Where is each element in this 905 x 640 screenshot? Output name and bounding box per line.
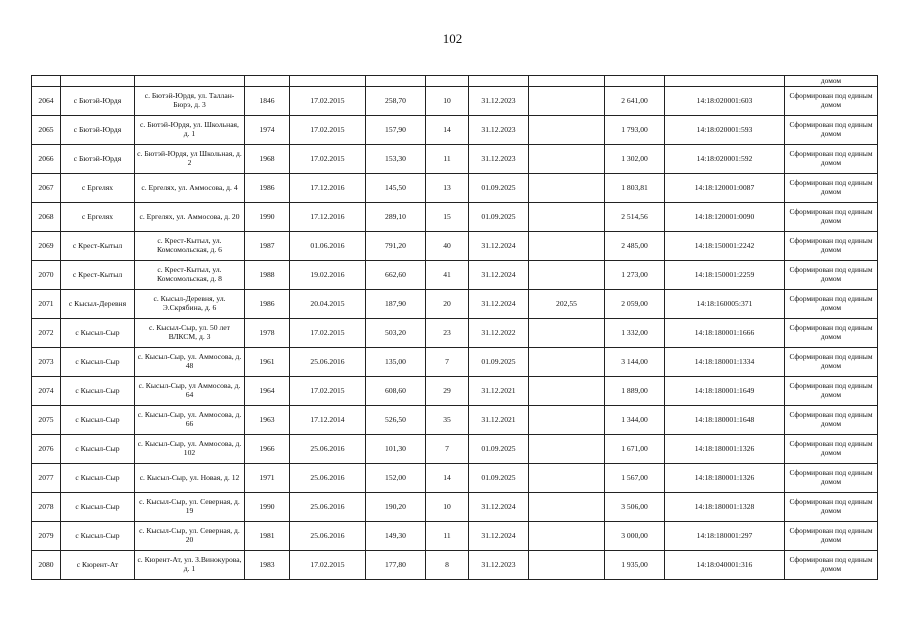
row-number-cell: 2074: [32, 377, 61, 406]
address-cell: с. Бютэй-Юрдя, ул. Школьная, д. 1: [135, 116, 245, 145]
status-cell: Сформирован под единым домом: [785, 290, 878, 319]
date-cell: 01.06.2016: [290, 232, 366, 261]
date-cell: 20.04.2015: [290, 290, 366, 319]
table-row: [32, 87, 878, 116]
address-cell: с. Крест-Кытыл, ул. Комсомольская, д. 6: [135, 232, 245, 261]
year-cell: 1966: [245, 435, 290, 464]
date-cell: 17.02.2015: [290, 551, 366, 580]
status-cell: Сформирован под единым домом: [785, 551, 878, 580]
date-cell: 17.12.2016: [290, 174, 366, 203]
area-cell: 258,70: [366, 87, 426, 116]
residents-cell: 35: [426, 406, 469, 435]
extra-value-cell: [529, 464, 605, 493]
date-cell: 19.02.2016: [290, 261, 366, 290]
extra-value-cell: [529, 435, 605, 464]
table-row: [32, 348, 878, 377]
cost-cell: 1 344,00: [605, 406, 665, 435]
cadastre-number-cell: 14:18:180001:1666: [665, 319, 785, 348]
area-cell: 289,10: [366, 203, 426, 232]
status-cell: Сформирован под единым домом: [785, 522, 878, 551]
cadastre-number-cell: 14:18:150001:2242: [665, 232, 785, 261]
residents-cell: 29: [426, 377, 469, 406]
table-row: [32, 116, 878, 145]
status-cell: Сформирован под единым домом: [785, 145, 878, 174]
date-cell: 17.02.2015: [290, 319, 366, 348]
address-cell: с. Кысыл-Сыр, ул. Аммосова, д. 66: [135, 406, 245, 435]
table-cell: [665, 76, 785, 87]
table-row: [32, 174, 878, 203]
deadline-cell: 01.09.2025: [469, 435, 529, 464]
table-row: [32, 203, 878, 232]
extra-value-cell: [529, 348, 605, 377]
status-cell: Сформирован под единым домом: [785, 232, 878, 261]
year-cell: 1961: [245, 348, 290, 377]
cost-cell: 1 273,00: [605, 261, 665, 290]
table-row: [32, 145, 878, 174]
residents-cell: 14: [426, 464, 469, 493]
table-row: [32, 551, 878, 580]
year-cell: 1986: [245, 174, 290, 203]
cost-cell: 1 889,00: [605, 377, 665, 406]
page-number: 102: [442, 31, 463, 46]
year-cell: 1971: [245, 464, 290, 493]
status-cell: Сформирован под единым домом: [785, 87, 878, 116]
address-cell: с. Ергелях, ул. Аммосова, д. 20: [135, 203, 245, 232]
extra-value-cell: [529, 406, 605, 435]
deadline-cell: 31.12.2024: [469, 232, 529, 261]
year-cell: 1990: [245, 493, 290, 522]
residents-cell: 23: [426, 319, 469, 348]
table-row: [32, 232, 878, 261]
settlement-cell: с Бютэй-Юрдя: [61, 145, 135, 174]
cost-cell: 1 567,00: [605, 464, 665, 493]
row-number-cell: 2067: [32, 174, 61, 203]
status-cell: Сформирован под единым домом: [785, 203, 878, 232]
area-cell: 135,00: [366, 348, 426, 377]
deadline-cell: 01.09.2025: [469, 203, 529, 232]
table-cell: [135, 76, 245, 87]
table-cell: [366, 76, 426, 87]
cadastre-number-cell: 14:18:150001:2259: [665, 261, 785, 290]
deadline-cell: 01.09.2025: [469, 174, 529, 203]
date-cell: 17.02.2015: [290, 116, 366, 145]
date-cell: 25.06.2016: [290, 435, 366, 464]
status-cell: Сформирован под единым домом: [785, 319, 878, 348]
settlement-cell: с Ергелях: [61, 203, 135, 232]
status-cell: Сформирован под единым домом: [785, 493, 878, 522]
address-cell: с. Кысыл-Сыр, ул. Аммосова, д. 102: [135, 435, 245, 464]
cost-cell: 2 485,00: [605, 232, 665, 261]
cost-cell: 2 514,56: [605, 203, 665, 232]
row-number-cell: 2068: [32, 203, 61, 232]
row-number-cell: 2079: [32, 522, 61, 551]
year-cell: 1981: [245, 522, 290, 551]
address-cell: с. Крест-Кытыл, ул. Комсомольская, д. 8: [135, 261, 245, 290]
status-cell: Сформирован под единым домом: [785, 348, 878, 377]
row-number-cell: 2069: [32, 232, 61, 261]
date-cell: 17.12.2016: [290, 203, 366, 232]
cadastre-number-cell: 14:18:180001:1326: [665, 464, 785, 493]
address-cell: с. Кысыл-Сыр, ул Аммосова, д. 64: [135, 377, 245, 406]
cadastre-number-cell: 14:18:180001:1326: [665, 435, 785, 464]
cadastre-number-cell: 14:18:120001:0090: [665, 203, 785, 232]
area-cell: 145,50: [366, 174, 426, 203]
residents-cell: 11: [426, 145, 469, 174]
table-row: [32, 493, 878, 522]
deadline-cell: 31.12.2023: [469, 87, 529, 116]
area-cell: 526,50: [366, 406, 426, 435]
date-cell: 17.02.2015: [290, 145, 366, 174]
settlement-cell: с Кысыл-Сыр: [61, 522, 135, 551]
extra-value-cell: [529, 174, 605, 203]
cost-cell: 1 793,00: [605, 116, 665, 145]
table-cell: [61, 76, 135, 87]
extra-value-cell: [529, 319, 605, 348]
date-cell: 25.06.2016: [290, 493, 366, 522]
date-cell: 17.02.2015: [290, 87, 366, 116]
status-cell: Сформирован под единым домом: [785, 406, 878, 435]
cadastre-number-cell: 14:18:020001:592: [665, 145, 785, 174]
address-cell: с. Бютэй-Юрдя, ул Школьная, д. 2: [135, 145, 245, 174]
residents-cell: 7: [426, 348, 469, 377]
area-cell: 608,60: [366, 377, 426, 406]
residents-cell: 14: [426, 116, 469, 145]
date-cell: 25.06.2016: [290, 348, 366, 377]
row-number-cell: 2072: [32, 319, 61, 348]
table-cell: [605, 76, 665, 87]
settlement-cell: с Кюрент-Ат: [61, 551, 135, 580]
row-number-cell: 2075: [32, 406, 61, 435]
table-cell: [529, 76, 605, 87]
cadastre-number-cell: 14:18:020001:593: [665, 116, 785, 145]
cost-cell: 2 059,00: [605, 290, 665, 319]
settlement-cell: с Бютэй-Юрдя: [61, 87, 135, 116]
residents-cell: 15: [426, 203, 469, 232]
deadline-cell: 31.12.2024: [469, 261, 529, 290]
year-cell: 1964: [245, 377, 290, 406]
year-cell: 1990: [245, 203, 290, 232]
cost-cell: 1 671,00: [605, 435, 665, 464]
cadastre-number-cell: 14:18:180001:297: [665, 522, 785, 551]
deadline-cell: 31.12.2021: [469, 406, 529, 435]
cost-cell: 1 935,00: [605, 551, 665, 580]
year-cell: 1987: [245, 232, 290, 261]
area-cell: 153,30: [366, 145, 426, 174]
settlement-cell: с Крест-Кытыл: [61, 261, 135, 290]
extra-value-cell: [529, 377, 605, 406]
table-cell: [290, 76, 366, 87]
row-number-cell: 2080: [32, 551, 61, 580]
residents-cell: 20: [426, 290, 469, 319]
table-row: [32, 464, 878, 493]
status-cell: Сформирован под единым домом: [785, 435, 878, 464]
address-cell: с. Кысыл-Деревня, ул. Э.Скрябина, д. 6: [135, 290, 245, 319]
residents-cell: 13: [426, 174, 469, 203]
settlement-cell: с Кысыл-Сыр: [61, 435, 135, 464]
extra-value-cell: [529, 87, 605, 116]
cost-cell: 2 641,00: [605, 87, 665, 116]
date-cell: 25.06.2016: [290, 464, 366, 493]
cost-cell: 3 000,00: [605, 522, 665, 551]
row-number-cell: 2073: [32, 348, 61, 377]
deadline-cell: 01.09.2025: [469, 348, 529, 377]
extra-value-cell: 202,55: [529, 290, 605, 319]
area-cell: 187,90: [366, 290, 426, 319]
status-cell: Сформирован под единым домом: [785, 377, 878, 406]
settlement-cell: с Крест-Кытыл: [61, 232, 135, 261]
settlement-cell: с Кысыл-Сыр: [61, 377, 135, 406]
deadline-cell: 31.12.2024: [469, 522, 529, 551]
cost-cell: 1 332,00: [605, 319, 665, 348]
area-cell: 101,30: [366, 435, 426, 464]
table-row: [32, 261, 878, 290]
cadastre-number-cell: 14:18:180001:1328: [665, 493, 785, 522]
residents-cell: 8: [426, 551, 469, 580]
registry-table: [31, 75, 878, 580]
area-cell: 503,20: [366, 319, 426, 348]
table-row: [32, 319, 878, 348]
cadastre-number-cell: 14:18:180001:1334: [665, 348, 785, 377]
settlement-cell: с Кысыл-Сыр: [61, 319, 135, 348]
area-cell: 190,20: [366, 493, 426, 522]
table-cell: [32, 76, 61, 87]
table-row: [32, 290, 878, 319]
residents-cell: 40: [426, 232, 469, 261]
residents-cell: 10: [426, 87, 469, 116]
address-cell: с. Бютэй-Юрдя, ул. Таллан-Бюрэ, д. 3: [135, 87, 245, 116]
address-cell: с. Кюрент-Ат, ул. З.Винокурова, д. 1: [135, 551, 245, 580]
status-cell: домом: [785, 76, 878, 87]
area-cell: 152,00: [366, 464, 426, 493]
address-cell: с. Кысыл-Сыр, ул. Новая, д. 12: [135, 464, 245, 493]
date-cell: 25.06.2016: [290, 522, 366, 551]
deadline-cell: 31.12.2023: [469, 145, 529, 174]
deadline-cell: 31.12.2021: [469, 377, 529, 406]
deadline-cell: 31.12.2023: [469, 551, 529, 580]
extra-value-cell: [529, 203, 605, 232]
residents-cell: 41: [426, 261, 469, 290]
deadline-cell: 31.12.2024: [469, 493, 529, 522]
cost-cell: 3 506,00: [605, 493, 665, 522]
extra-value-cell: [529, 522, 605, 551]
table-row: [32, 522, 878, 551]
cadastre-number-cell: 14:18:180001:1649: [665, 377, 785, 406]
row-number-cell: 2078: [32, 493, 61, 522]
address-cell: с. Кысыл-Сыр, ул. 50 лет ВЛКСМ, д. 3: [135, 319, 245, 348]
residents-cell: 10: [426, 493, 469, 522]
settlement-cell: с Бютэй-Юрдя: [61, 116, 135, 145]
date-cell: 17.12.2014: [290, 406, 366, 435]
area-cell: 177,80: [366, 551, 426, 580]
row-number-cell: 2065: [32, 116, 61, 145]
settlement-cell: с Кысыл-Сыр: [61, 406, 135, 435]
address-cell: с. Кысыл-Сыр, ул. Аммосова, д. 48: [135, 348, 245, 377]
table-cell: [469, 76, 529, 87]
cadastre-number-cell: 14:18:020001:603: [665, 87, 785, 116]
settlement-cell: с Кысыл-Сыр: [61, 493, 135, 522]
cost-cell: 1 302,00: [605, 145, 665, 174]
row-number-cell: 2071: [32, 290, 61, 319]
table-row-continued: [32, 76, 878, 87]
status-cell: Сформирован под единым домом: [785, 261, 878, 290]
deadline-cell: 31.12.2023: [469, 116, 529, 145]
settlement-cell: с Кысыл-Сыр: [61, 464, 135, 493]
deadline-cell: 31.12.2024: [469, 290, 529, 319]
extra-value-cell: [529, 551, 605, 580]
address-cell: с. Кысыл-Сыр, ул. Северная, д. 19: [135, 493, 245, 522]
table-row: [32, 406, 878, 435]
status-cell: Сформирован под единым домом: [785, 116, 878, 145]
table-cell: [426, 76, 469, 87]
year-cell: 1974: [245, 116, 290, 145]
year-cell: 1978: [245, 319, 290, 348]
row-number-cell: 2066: [32, 145, 61, 174]
row-number-cell: 2076: [32, 435, 61, 464]
table-cell: [245, 76, 290, 87]
extra-value-cell: [529, 145, 605, 174]
cost-cell: 3 144,00: [605, 348, 665, 377]
extra-value-cell: [529, 232, 605, 261]
residents-cell: 11: [426, 522, 469, 551]
status-cell: Сформирован под единым домом: [785, 174, 878, 203]
extra-value-cell: [529, 261, 605, 290]
row-number-cell: 2070: [32, 261, 61, 290]
settlement-cell: с Кысыл-Деревня: [61, 290, 135, 319]
status-cell: Сформирован под единым домом: [785, 464, 878, 493]
year-cell: 1968: [245, 145, 290, 174]
cadastre-number-cell: 14:18:040001:316: [665, 551, 785, 580]
year-cell: 1986: [245, 290, 290, 319]
year-cell: 1846: [245, 87, 290, 116]
residents-cell: 7: [426, 435, 469, 464]
date-cell: 17.02.2015: [290, 377, 366, 406]
settlement-cell: с Ергелях: [61, 174, 135, 203]
area-cell: 149,30: [366, 522, 426, 551]
year-cell: 1963: [245, 406, 290, 435]
row-number-cell: 2077: [32, 464, 61, 493]
area-cell: 157,90: [366, 116, 426, 145]
table-row: [32, 435, 878, 464]
cadastre-number-cell: 14:18:160005:371: [665, 290, 785, 319]
registry-body: [32, 76, 878, 580]
area-cell: 662,60: [366, 261, 426, 290]
year-cell: 1988: [245, 261, 290, 290]
cost-cell: 1 803,81: [605, 174, 665, 203]
year-cell: 1983: [245, 551, 290, 580]
area-cell: 791,20: [366, 232, 426, 261]
table-row: [32, 377, 878, 406]
extra-value-cell: [529, 116, 605, 145]
row-number-cell: 2064: [32, 87, 61, 116]
address-cell: с. Ергелях, ул. Аммосова, д. 4: [135, 174, 245, 203]
address-cell: с. Кысыл-Сыр, ул. Северная, д. 20: [135, 522, 245, 551]
settlement-cell: с Кысыл-Сыр: [61, 348, 135, 377]
deadline-cell: 01.09.2025: [469, 464, 529, 493]
deadline-cell: 31.12.2022: [469, 319, 529, 348]
cadastre-number-cell: 14:18:180001:1648: [665, 406, 785, 435]
cadastre-number-cell: 14:18:120001:0087: [665, 174, 785, 203]
extra-value-cell: [529, 493, 605, 522]
